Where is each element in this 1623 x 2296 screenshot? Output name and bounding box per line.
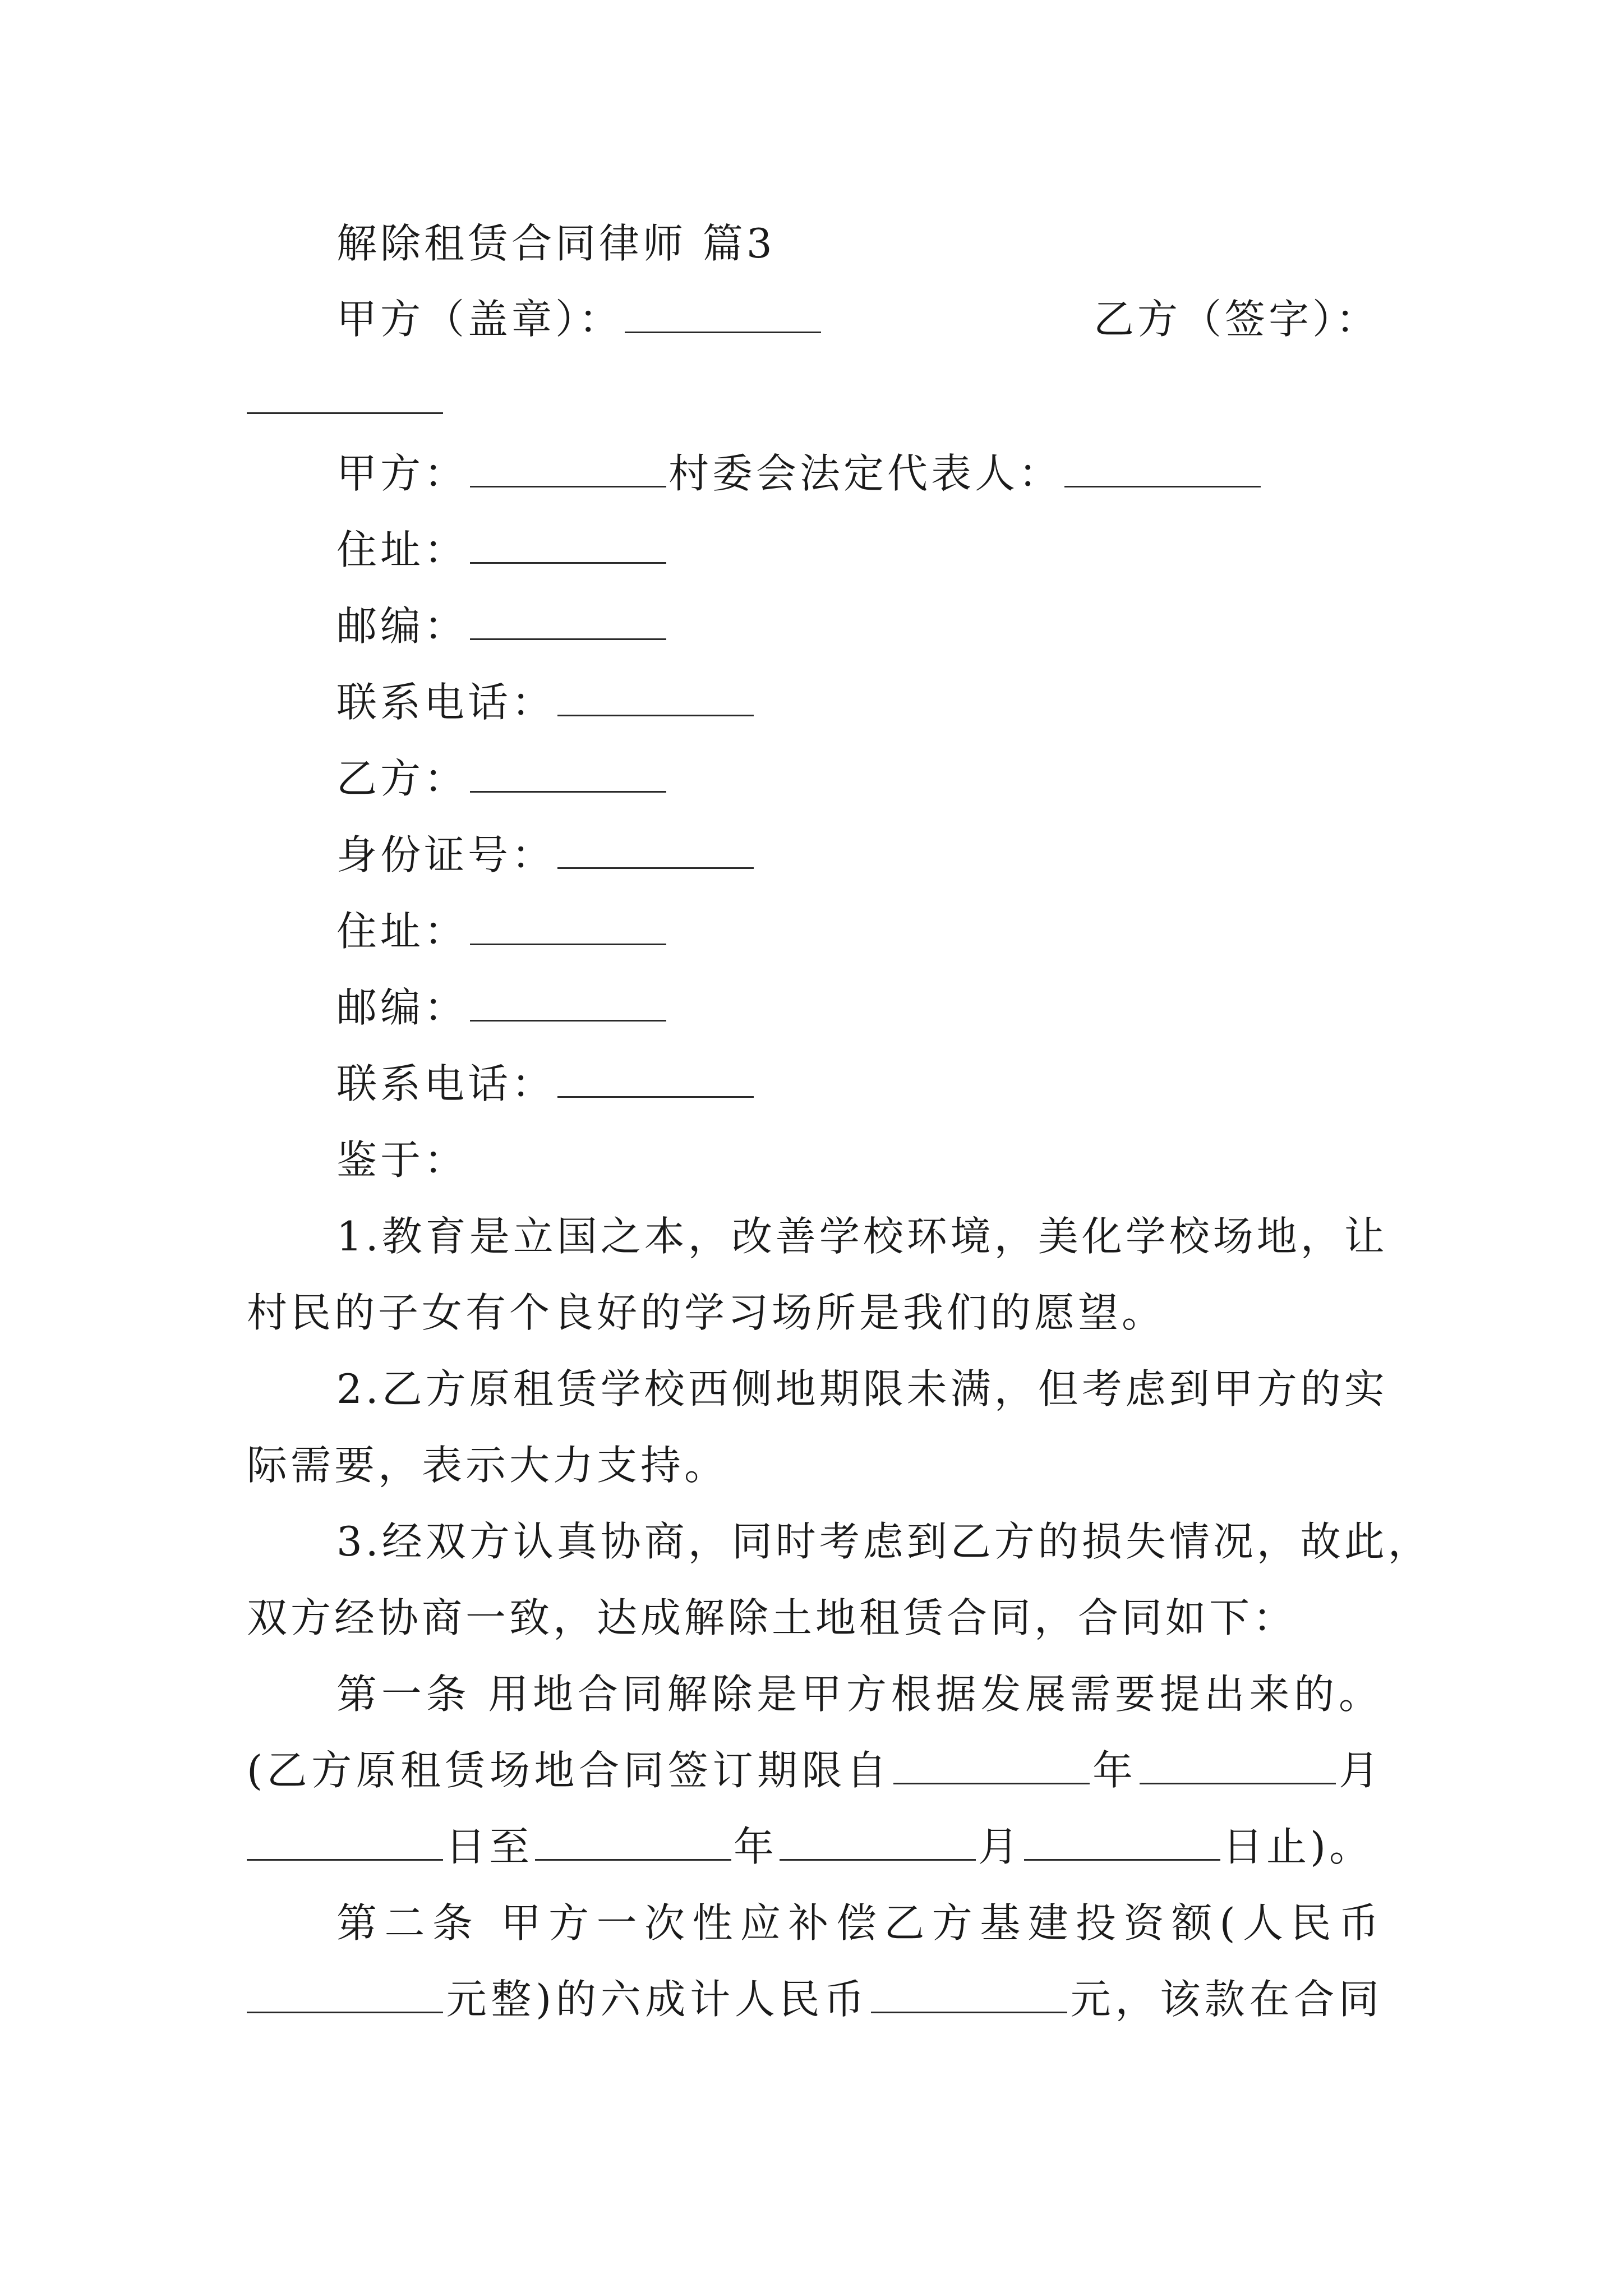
party-b-id-blank	[557, 864, 754, 869]
yuan-tail-text: 元，该款在合同	[1069, 1976, 1382, 2023]
day-to-label: 日至	[445, 1823, 533, 1870]
party-b-id-label: 身份证号：	[336, 831, 556, 878]
party-b-id-line	[336, 831, 756, 878]
start-month-blank	[1140, 1779, 1336, 1784]
article-2-line-1: 第二条 甲方一次性应补偿乙方基建投资额(人民币	[336, 1899, 1382, 1947]
article-2-line-2	[247, 1976, 1382, 2023]
party-a-address-blank	[470, 559, 666, 564]
clause-2-line-2: 际需要，表示大力支持。	[247, 1442, 728, 1489]
article-1-line-2	[247, 1747, 1382, 1794]
party-a-line	[336, 450, 1263, 497]
party-b-address-label: 住址：	[336, 908, 468, 955]
party-b-sign-line	[1094, 296, 1380, 343]
whereas-heading: 鉴于：	[336, 1137, 468, 1184]
party-b-address-line	[336, 908, 668, 955]
article-1-line-1: 第一条 用地合同解除是甲方根据发展需要提出来的。	[336, 1671, 1382, 1718]
party-a-seal-blank	[625, 328, 821, 333]
start-year-blank	[893, 1779, 1090, 1784]
yuan-whole-text: 元整)的六成计人民币	[445, 1976, 869, 2023]
article-1-line-3	[247, 1823, 1373, 1870]
party-b-sign-blank	[247, 412, 443, 414]
party-a-seal-label: 甲方（盖章）：	[336, 296, 623, 343]
end-month-blank	[780, 1856, 976, 1861]
party-b-phone-blank	[557, 1093, 754, 1098]
party-a-phone-line	[336, 679, 756, 726]
end-year-blank	[535, 1856, 731, 1861]
end-day-blank	[1024, 1856, 1220, 1861]
party-b-address-blank	[470, 940, 666, 945]
party-a-postcode-blank	[470, 635, 666, 640]
party-b-postcode-line	[336, 984, 668, 1031]
document-title: 解除租赁合同律师 篇3	[336, 220, 776, 267]
party-a-postcode-line	[336, 602, 668, 650]
clause-1-line-1: 1.教育是立国之本，改善学校环境，美化学校场地，让	[336, 1213, 1388, 1260]
day-end-label: 日止)。	[1223, 1823, 1373, 1870]
party-b-postcode-blank	[470, 1016, 666, 1022]
party-a-seal-line	[336, 296, 823, 343]
party-b-phone-label: 联系电话：	[336, 1060, 556, 1107]
party-a-phone-blank	[557, 711, 754, 716]
party-a-rep-label: 村委会法定代表人：	[668, 450, 1063, 497]
end-month-label: 月	[978, 1823, 1022, 1870]
party-b-line	[336, 755, 668, 802]
clause-1-line-2: 村民的子女有个良好的学习场所是我们的愿望。	[247, 1289, 1166, 1336]
party-a-address-label: 住址：	[336, 526, 468, 573]
start-day-blank	[247, 1856, 443, 1861]
start-month-label: 月	[1338, 1747, 1382, 1794]
party-b-name-blank	[470, 788, 666, 793]
clause-3-line-2: 双方经协商一致，达成解除土地租赁合同，合同如下：	[247, 1594, 1297, 1641]
party-a-label: 甲方：	[336, 450, 468, 497]
end-year-label: 年	[734, 1823, 778, 1870]
party-a-postcode-label: 邮编：	[336, 602, 468, 650]
start-year-label: 年	[1091, 1747, 1137, 1794]
article-1-term-prefix: (乙方原租赁场地合同签订期限自	[247, 1747, 891, 1794]
investment-amount-blank	[247, 2008, 443, 2013]
party-b-label: 乙方：	[336, 755, 468, 802]
party-b-postcode-label: 邮编：	[336, 984, 468, 1031]
party-a-name-blank	[470, 482, 666, 487]
party-a-rep-blank	[1064, 482, 1261, 487]
clause-2-line-1: 2.乙方原租赁学校西侧地期限未满，但考虑到甲方的实	[336, 1365, 1388, 1412]
party-a-phone-label: 联系电话：	[336, 679, 556, 726]
party-b-sign-label: 乙方（签字）：	[1094, 296, 1380, 343]
party-b-phone-line	[336, 1060, 756, 1107]
compensation-amount-blank	[871, 2008, 1067, 2013]
clause-3-line-1: 3.经双方认真协商，同时考虑到乙方的损失情况，故此，	[336, 1518, 1432, 1565]
party-a-address-line	[336, 526, 668, 573]
